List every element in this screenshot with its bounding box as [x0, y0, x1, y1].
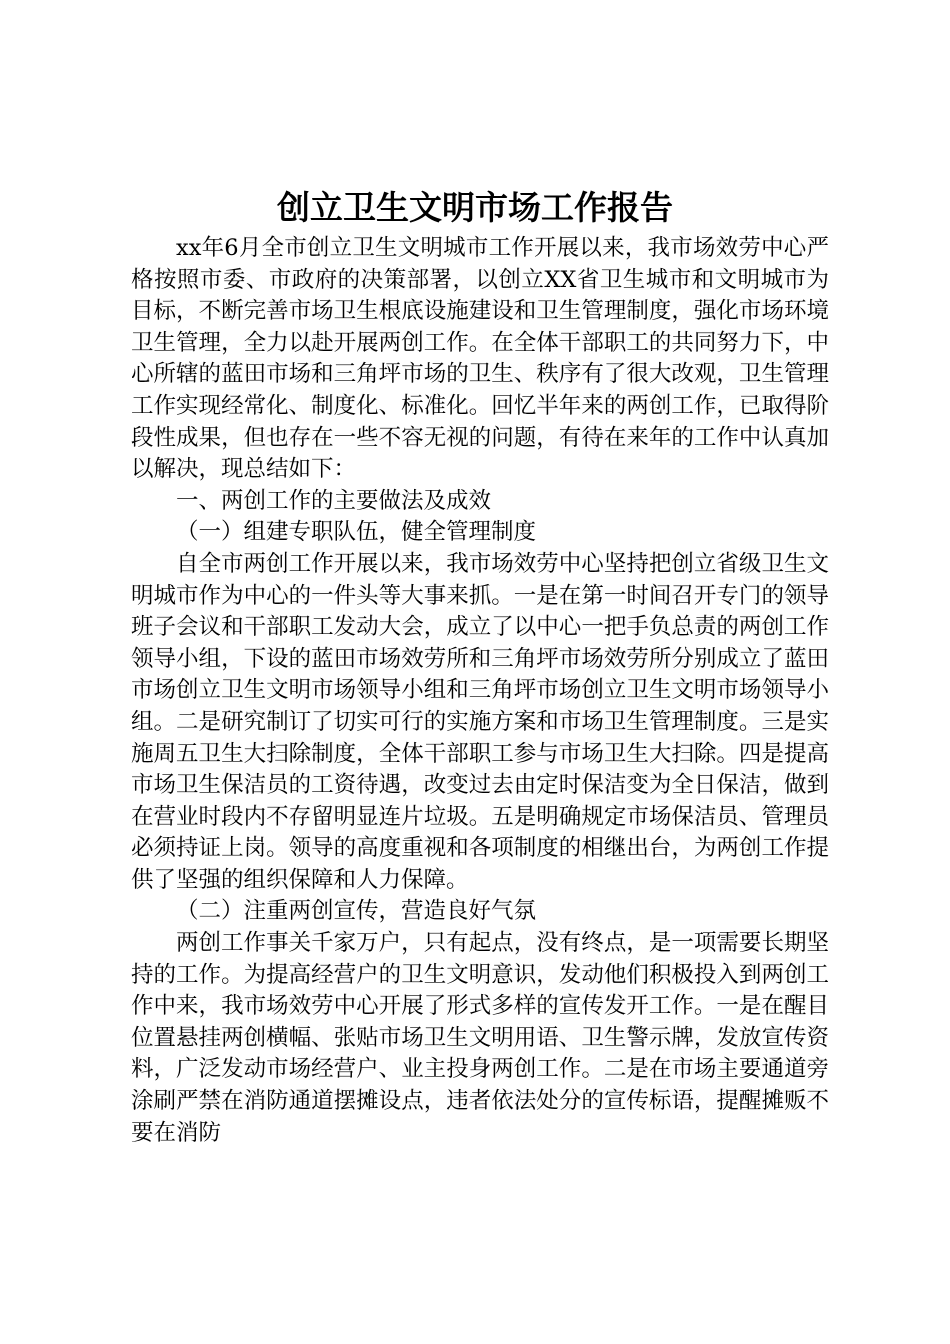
document-body	[131, 233, 829, 1149]
document-title: 创立卫生文明市场工作报告	[277, 188, 673, 227]
subsection-heading-1: （一）组建专职队伍，健全管理制度	[176, 519, 537, 546]
subsection-heading-2: （二）注重两创宣传，营造良好气氛	[176, 898, 537, 925]
section-heading-1: 一、两创工作的主要做法及成效	[176, 487, 492, 514]
subsection-2-paragraph: 两创工作事关千家万户，只有起点，没有终点，是一项需要长期坚持的工作。为提高经营户的卫生文明意识，发动他们积极投入到两创工作中来，我市场效劳中心开展了形式多样的宣传发开工作。一是在醒目位置悬挂两创横幅、张贴市场卫生文明用语、卫生警示牌，发放宣传资料，广泛发动市场经营户、业主投身两创工作。二是在市场主要通道旁涂刷严禁在消防通道摆摊设点，违者依法处分的宣传标语，提醒摊贩不要在消防	[131, 930, 829, 1146]
subsection-1-paragraph: 自全市两创工作开展以来，我市场效劳中心坚持把创立省级卫生文明城市作为中心的一件头等大事来抓。一是在第一时间召开专门的领导班子会议和干部职工发动大会，成立了以中心一把手负总责的两创工作领导小组，下设的蓝田市场效劳所和三角坪市场效劳所分别成立了蓝田市场创立卫生文明市场领导小组和三角坪市场创立卫生文明市场领导小组。二是研究制订了切实可行的实施方案和市场卫生管理制度。三是实施周五卫生大扫除制度，全体干部职工参与市场卫生大扫除。四是提高市场卫生保洁员的工资待遇，改变过去由定时保洁变为全日保洁，做到在营业时段内不存留明显连片垃圾。五是明确规定市场保洁员、管理员必须持证上岗。领导的高度重视和各项制度的相继出台，为两创工作提供了坚强的组织保障和人力保障。	[131, 550, 829, 893]
intro-paragraph: xx年6月全市创立卫生文明城市工作开展以来，我市场效劳中心严格按照市委、市政府的决策部署，以创立XX省卫生城市和文明城市为目标，不断完善市场卫生根底设施建设和卫生管理制度，强化市场环境卫生管理，全力以赴开展两创工作。在全体干部职工的共同努力下，中心所辖的蓝田市场和三角坪市场的卫生、秩序有了很大改观，卫生管理工作实现经常化、制度化、标准化。回忆半年来的两创工作，已取得阶段性成果，但也存在一些不容无视的问题，有待在来年的工作中认真加以解决，现总结如下：	[131, 235, 829, 483]
